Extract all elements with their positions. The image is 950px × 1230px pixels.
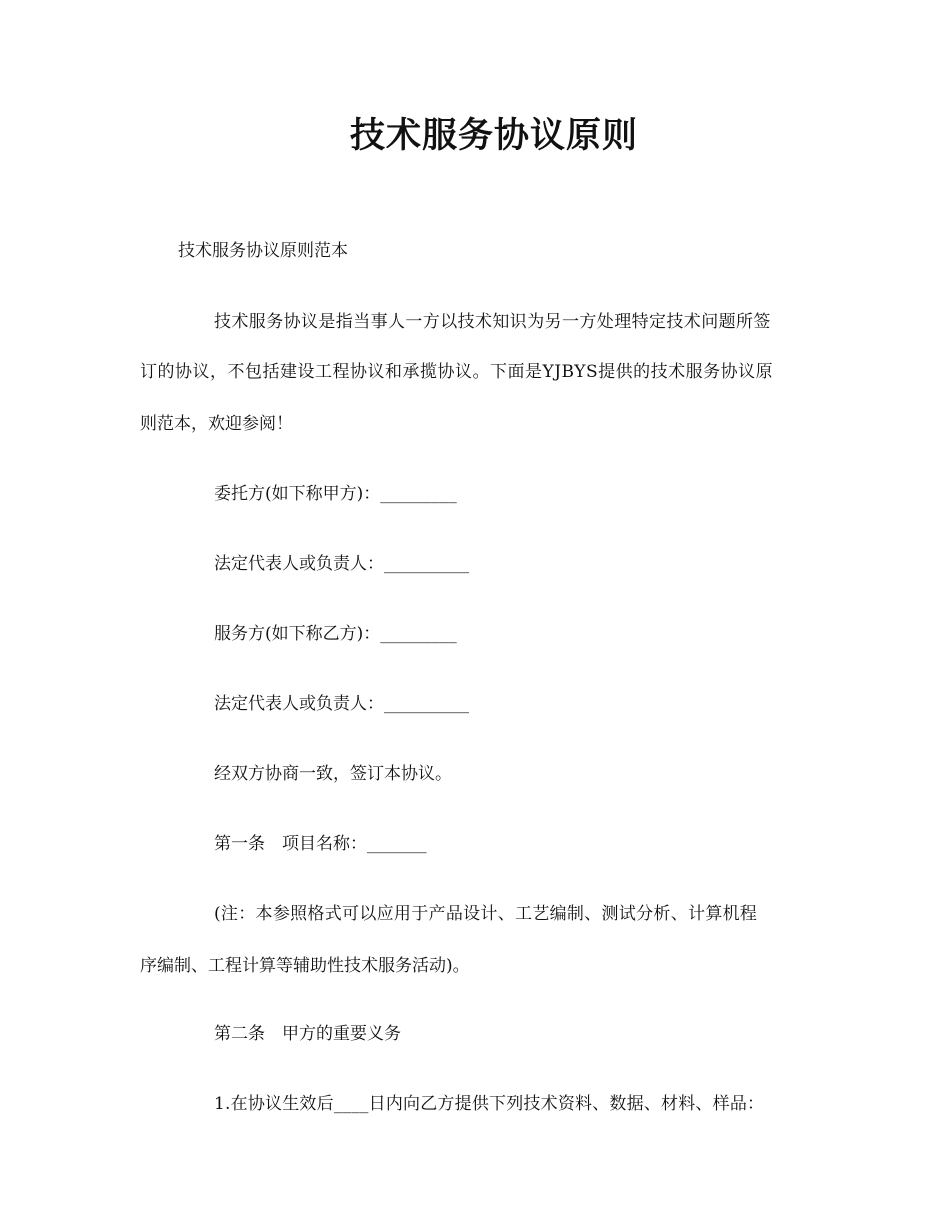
intro-line-3: 则范本，欢迎参阅！ [140,414,293,434]
provider-field: 服务方(如下称乙方)：_________ [214,624,457,644]
intro-line-1: 技术服务协议是指当事人一方以技术知识为另一方处理特定技术问题所签 [214,312,771,332]
article-1-heading: 第一条 项目名称：_______ [214,834,427,854]
client-representative-field: 法定代表人或负责人：__________ [214,554,469,574]
note-line-1: (注：本参照格式可以应用于产品设计、工艺编制、测试分析、计算机程 [214,904,758,924]
document-subtitle: 技术服务协议原则范本 [178,241,348,261]
client-field: 委托方(如下称甲方)：_________ [214,484,457,504]
article-2-item-1: 1.在协议生效后____日内向乙方提供下列技术资料、数据、材料、样品： [214,1094,765,1114]
provider-representative-field: 法定代表人或负责人：__________ [214,694,469,714]
document-title: 技术服务协议原则 [349,115,638,156]
article-2-heading: 第二条 甲方的重要义务 [214,1024,401,1044]
intro-line-2: 订的协议，不包括建设工程协议和承揽协议。下面是YJBYS提供的技术服务协议原 [140,362,774,382]
note-line-2: 序编制、工程计算等辅助性技术服务活动)。 [140,956,470,976]
agreement-statement: 经双方协商一致，签订本协议。 [214,764,452,784]
